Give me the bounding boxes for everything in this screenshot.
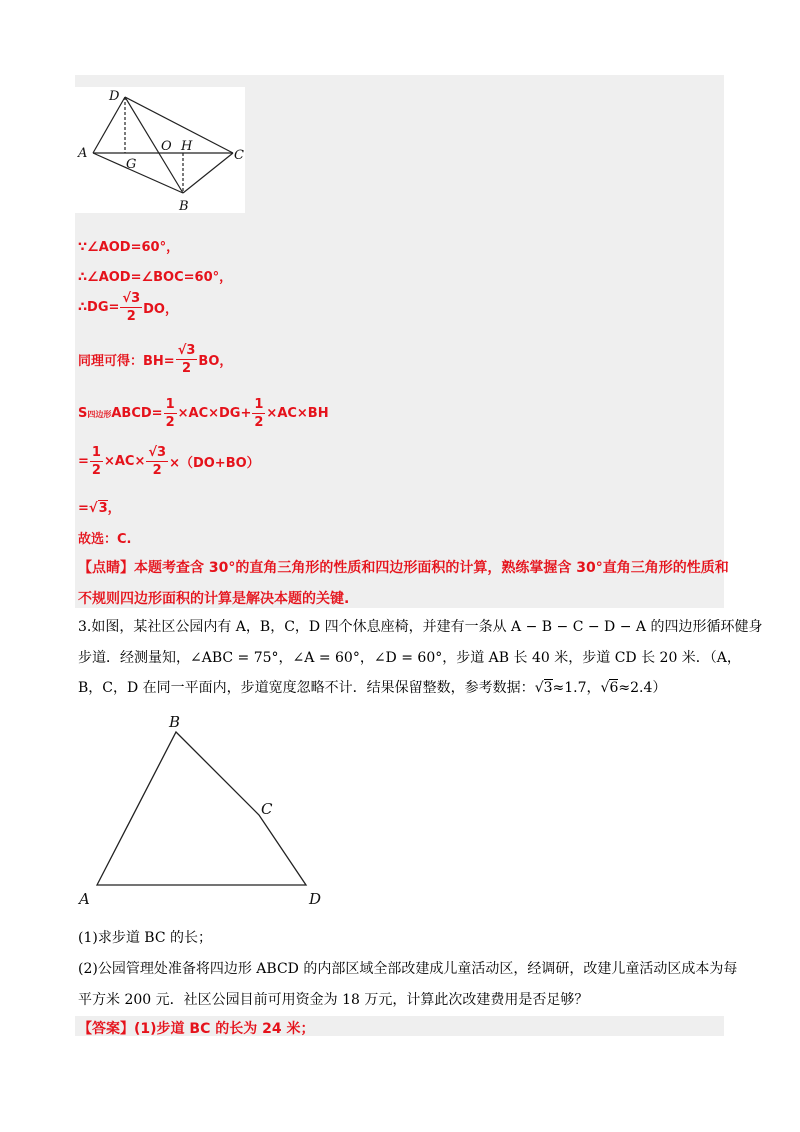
- solution-line-7: =√3，: [78, 501, 121, 516]
- label-a: A: [78, 146, 88, 161]
- label-c: C: [234, 148, 244, 163]
- label-d: D: [309, 890, 322, 908]
- solution-line-3: ∴DG= $\frac{√3}{2}$ DO，: [78, 291, 178, 324]
- problem-line-3: B，C，D 在同一平面内，步道宽度忽略不计．结果保留整数，参考数据：√3≈1.7，√6≈2.4）: [78, 680, 667, 696]
- edge-ad: [93, 97, 125, 153]
- edge-ab: [93, 153, 183, 193]
- question-2-line-2: 平方米 200 元．社区公园目前可用资金为 18 万元，计算此次改建费用是否足够？: [78, 992, 589, 1008]
- solution-line-5: S四边形ABCD= $\frac{1}{2}$ ×AC×DG+ $\frac{1}{2}$ ×AC×BH: [78, 397, 329, 430]
- solution-line-2: ∴∠AOD=∠BOC=60°，: [78, 270, 233, 285]
- quadrilateral-figure-2: [75, 708, 335, 913]
- solution-line-6: = $\frac{1}{2}$ ×AC× $\frac{√3}{2}$ ×（DO+BO）: [78, 445, 260, 478]
- problem-line-2: 步道．经测量知，∠ABC = 75°，∠A = 60°，∠D = 60°，步道 AB 长 40 米，步道 CD 长 20 米．（A，: [78, 650, 741, 666]
- label-b: B: [179, 199, 189, 213]
- quadrilateral-figure-1: [75, 87, 245, 213]
- edge-bc: [183, 153, 233, 193]
- label-a: A: [79, 890, 90, 908]
- label-h: H: [181, 139, 193, 154]
- label-g: G: [126, 157, 137, 172]
- comment-line-1: 【点睛】本题考查含 30°的直角三角形的性质和四边形面积的计算，熟练掌握含 30°直角三角形的性质和: [78, 560, 729, 576]
- edge-dc: [125, 97, 233, 153]
- solution-choice: 故选：C.: [78, 532, 132, 547]
- question-1: (1)求步道 BC 的长；: [78, 930, 212, 946]
- label-o: O: [161, 139, 172, 154]
- solution-line-1: ∵∠AOD=60°，: [78, 240, 180, 255]
- comment-line-2: 不规则四边形面积的计算是解决本题的关键.: [78, 591, 350, 607]
- quadrilateral-abcd: [97, 732, 306, 885]
- label-b: B: [169, 713, 181, 731]
- answer-line: 【答案】(1)步道 BC 的长为 24 米；: [78, 1021, 315, 1037]
- solution-line-4: 同理可得：BH= $\frac{√3}{2}$ BO，: [78, 343, 233, 376]
- question-2-line-1: (2)公园管理处准备将四边形 ABCD 的内部区域全部改建成儿童活动区，经调研，改建儿童活动区成本为每: [78, 961, 738, 977]
- label-c: C: [261, 800, 273, 818]
- label-d: D: [109, 89, 120, 104]
- problem-line-1: 3.如图，某社区公园内有 A，B，C，D 四个休息座椅，并建有一条从 A − B − C − D − A 的四边形循环健身: [78, 619, 763, 635]
